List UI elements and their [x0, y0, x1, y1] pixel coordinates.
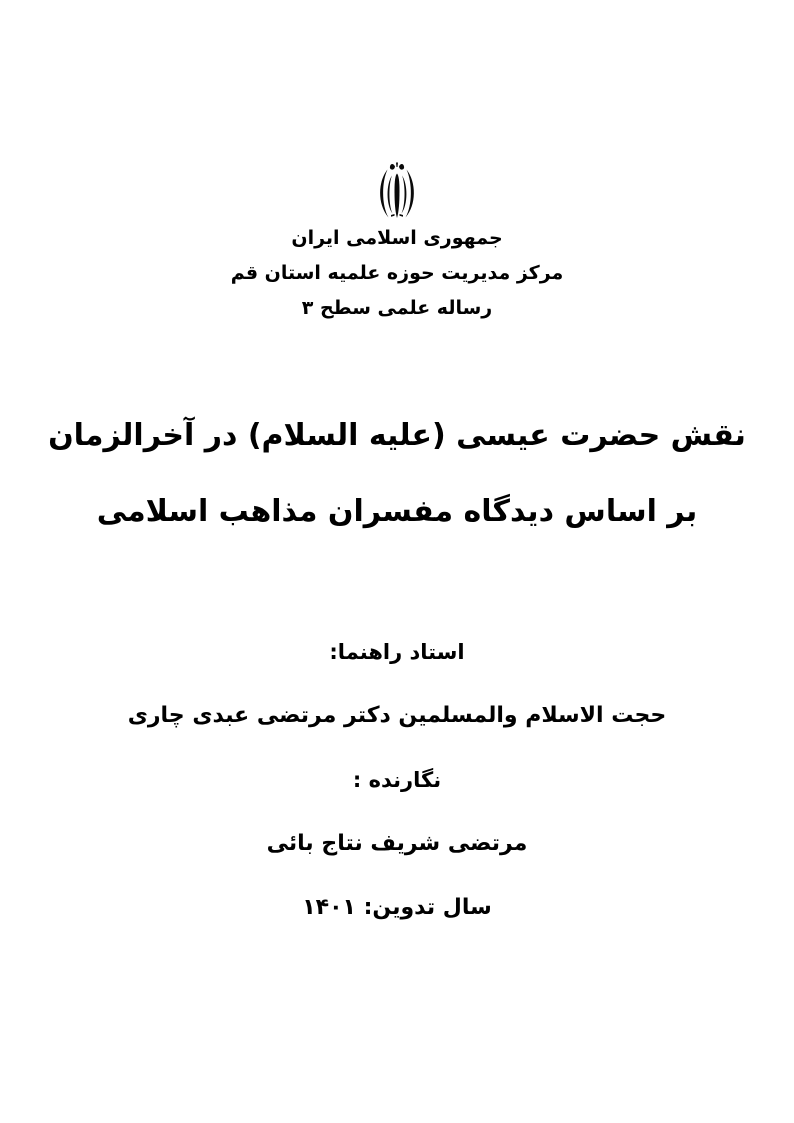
- title-line-1: نقش حضرت عیسی (علیه السلام) در آخرالزمان: [48, 418, 746, 453]
- author-label: نگارنده :: [352, 768, 442, 792]
- credits-block: [0, 620, 794, 940]
- header-institution: مرکز مدیریت حوزه علمیه استان قم: [230, 262, 564, 284]
- supervisor-label: استاد راهنما:: [329, 640, 465, 664]
- header-thesis-level: رساله علمی سطح ۳: [301, 297, 493, 319]
- header-country: جمهوری اسلامی ایران: [291, 227, 503, 249]
- author-name: مرتضی شریف نتاج بائی: [266, 831, 528, 856]
- title-block: [0, 398, 794, 550]
- iran-emblem-icon: [371, 162, 423, 222]
- compilation-year: سال تدوین: ۱۴۰۱: [302, 895, 492, 920]
- supervisor-name: حجت الاسلام والمسلمین دکتر مرتضی عبدی چاری: [127, 703, 667, 728]
- title-line-2: بر اساس دیدگاه مفسران مذاهب اسلامی: [96, 494, 698, 529]
- header-block: [0, 221, 794, 326]
